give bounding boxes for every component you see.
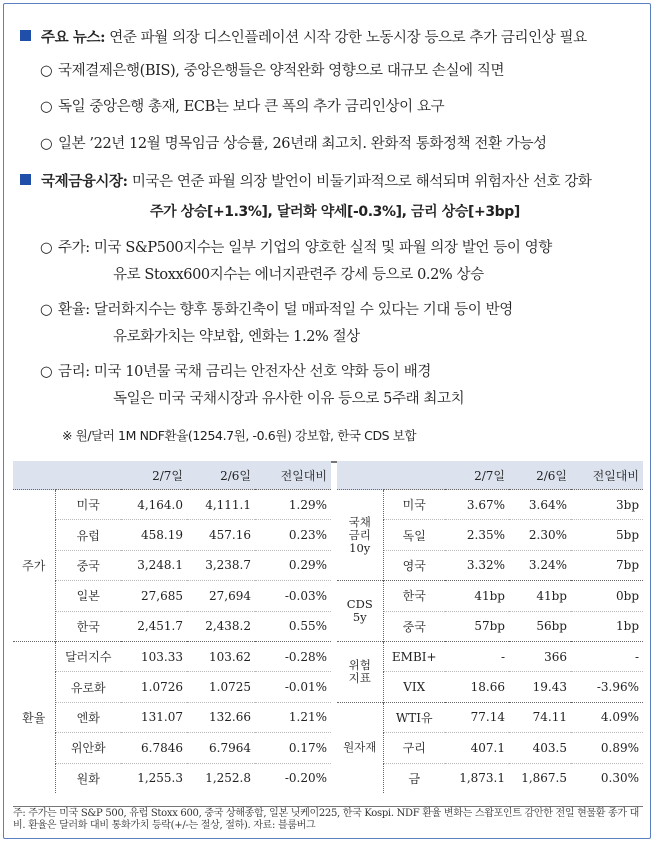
row-label: 유로화 <box>55 672 121 702</box>
table-row <box>13 733 331 763</box>
table-row <box>337 733 643 763</box>
table-header-blank <box>55 461 121 490</box>
table-header-change: 전일대비 <box>571 461 643 490</box>
row-label: EMBI+ <box>383 641 445 671</box>
row-label: 엔화 <box>55 702 121 732</box>
value-cell: 57bp <box>474 619 505 634</box>
change-cell: -0.01% <box>255 672 331 702</box>
row-label: WTI유 <box>383 702 445 732</box>
circle-bullet-icon: ○ <box>40 63 53 79</box>
main-news-item-text: 일본 ’22년 12월 명목임금 상승률, 26년래 최고치. 완화적 통화정책 전환 가능성 <box>58 136 547 152</box>
change-cell: 1bp <box>616 619 639 634</box>
circle-bullet-icon: ○ <box>40 136 53 152</box>
table-row <box>13 702 331 732</box>
group-label <box>337 581 383 642</box>
value-cell: 131.07 <box>121 702 187 732</box>
circle-bullet-icon: ○ <box>40 364 53 380</box>
value-cell: 3.64% <box>509 490 571 520</box>
square-bullet-icon <box>20 174 31 185</box>
table-row <box>13 672 331 702</box>
table-row <box>337 611 643 641</box>
change-cell: -0.20% <box>284 771 327 786</box>
value-cell: 407.1 <box>445 733 509 763</box>
fx-line2: 유로화가치는 약보합, 엔화는 1.2% 절상 <box>113 329 360 345</box>
table-row <box>337 763 643 793</box>
group-label-line: 금리 <box>348 527 371 542</box>
row-label: 한국 <box>383 581 445 611</box>
change-cell: 3bp <box>571 490 643 520</box>
change-cell: 0.55% <box>288 619 327 634</box>
square-bullet-icon <box>20 30 31 41</box>
row-label: 원화 <box>76 771 100 786</box>
table-header-date1: 2/7일 <box>121 461 187 490</box>
rate-item <box>40 360 431 381</box>
value-cell: - <box>445 641 509 671</box>
value-cell: 27,694 <box>187 581 255 611</box>
fx-item <box>40 298 513 319</box>
row-label: 영국 <box>402 558 426 573</box>
table-row <box>13 611 331 641</box>
row-label: 달러지수 <box>55 641 121 671</box>
value-cell: 3,248.1 <box>121 550 187 580</box>
value-cell: 1,867.5 <box>521 771 567 786</box>
market-table-right <box>337 461 643 793</box>
circle-bullet-icon: ○ <box>40 99 53 115</box>
table-row <box>13 763 331 793</box>
value-cell: 1.0725 <box>187 672 255 702</box>
change-cell: -0.28% <box>255 641 331 671</box>
table-header-blank <box>337 461 383 490</box>
group-label-line: 국채 <box>348 514 371 529</box>
main-news-item <box>40 59 504 80</box>
group-label <box>337 490 383 581</box>
group-label-line: 지표 <box>348 670 371 685</box>
value-cell: 41bp <box>445 581 509 611</box>
change-cell: 0.30% <box>600 771 639 786</box>
value-cell: 77.14 <box>445 702 509 732</box>
intl-market-text: 미국은 연준 파월 의장 발언이 비둘기파적으로 해석되며 위험자산 선호 강화 <box>131 174 592 190</box>
table-row <box>13 490 331 520</box>
group-label-line: 10y <box>349 540 371 555</box>
value-cell: 27,685 <box>121 581 187 611</box>
main-news-item <box>40 95 444 116</box>
change-cell: 0bp <box>571 581 643 611</box>
row-label: 중국 <box>55 550 121 580</box>
stock-item <box>40 236 552 257</box>
table-row <box>13 550 331 580</box>
table-row <box>337 672 643 702</box>
table-row <box>13 581 331 611</box>
footnote: 주: 주가는 미국 S&P 500, 유럽 Stoxx 600, 중국 상해종합, 일본 닛케이225, 한국 Kospi. NDF 환율 변화는 스왑포인트 감안한 전일 현물환 종가 대비. 환율은 달러화 대비 통화가치 등락(+/-는 절상, 절하). 자료: 블룸버그 <box>13 806 643 832</box>
value-cell: 2,438.2 <box>205 619 251 634</box>
market-table-left <box>13 461 331 793</box>
group-label: 환율 <box>13 641 55 792</box>
row-label: 미국 <box>383 490 445 520</box>
intl-market-summary: 주가 상승[+1.3%], 달러화 약세[-0.3%], 금리 상승[+3bp] <box>150 204 520 220</box>
change-cell: -3.96% <box>596 680 639 695</box>
value-cell: 2.30% <box>509 520 571 550</box>
change-cell: -0.03% <box>255 581 331 611</box>
main-news-title: 주요 뉴스: <box>41 29 106 46</box>
value-cell: 457.16 <box>187 520 255 550</box>
change-cell: 5bp <box>571 520 643 550</box>
value-cell: 1,873.1 <box>459 771 505 786</box>
value-cell: 103.62 <box>187 641 255 671</box>
group-label <box>337 641 383 702</box>
change-cell: 0.89% <box>571 733 643 763</box>
value-cell: 4,164.0 <box>121 490 187 520</box>
group-label: 주가 <box>13 490 55 642</box>
row-label: 구리 <box>383 733 445 763</box>
value-cell: 6.7846 <box>121 733 187 763</box>
table-row <box>337 490 643 520</box>
table-row <box>337 520 643 550</box>
stock-line2: 유로 Stoxx600지수는 에너지관련주 강세 등으로 0.2% 상승 <box>113 267 484 283</box>
group-label-line: 원자재 <box>343 740 377 755</box>
value-cell: 3.67% <box>445 490 509 520</box>
row-label: VIX <box>403 680 426 695</box>
table-row <box>13 641 331 671</box>
stock-label: 주가: <box>58 240 90 256</box>
table-header-date2: 2/6일 <box>187 461 255 490</box>
row-label: 독일 <box>383 520 445 550</box>
table-header-date1: 2/7일 <box>445 461 509 490</box>
row-label: 일본 <box>55 581 121 611</box>
table-row <box>337 702 643 732</box>
value-cell: 3.24% <box>528 558 567 573</box>
main-news-item-text: 독일 중앙은행 총재, ECB는 보다 큰 폭의 추가 금리인상이 요구 <box>58 99 445 115</box>
value-cell: 1,255.3 <box>137 771 183 786</box>
row-label: 중국 <box>402 619 426 634</box>
table-row <box>13 520 331 550</box>
fx-line1: 달러화지수는 향후 통화긴축이 덜 매파적일 수 있다는 기대 등이 반영 <box>93 302 513 318</box>
value-cell: 3,238.7 <box>187 550 255 580</box>
intl-market-line <box>20 170 592 191</box>
value-cell: 3.32% <box>466 558 505 573</box>
value-cell: 366 <box>509 641 571 671</box>
table-header-date2: 2/6일 <box>509 461 571 490</box>
group-label-line: 위험 <box>348 657 371 672</box>
table-row <box>337 550 643 580</box>
rate-line1: 미국 10년물 국채 금리는 안전자산 선호 약화 등이 배경 <box>93 364 431 380</box>
value-cell: 41bp <box>509 581 571 611</box>
table-header-blank <box>13 461 55 490</box>
change-cell: 7bp <box>616 558 639 573</box>
value-cell: 1.0726 <box>121 672 187 702</box>
main-news-text: 연준 파월 의장 디스인플레이션 시작 강한 노동시장 등으로 추가 금리인상 필요 <box>109 30 587 46</box>
value-cell: 1,252.8 <box>205 771 251 786</box>
row-label: 한국 <box>76 619 100 634</box>
value-cell: 103.33 <box>121 641 187 671</box>
group-label <box>337 702 383 793</box>
value-cell: 19.43 <box>532 680 567 695</box>
value-cell: 56bp <box>536 619 567 634</box>
value-cell: 18.66 <box>470 680 505 695</box>
rate-label: 금리: <box>58 364 90 380</box>
change-cell: - <box>571 641 643 671</box>
main-news-line <box>20 26 587 47</box>
row-label: 금 <box>408 771 421 786</box>
group-label-line: CDS <box>346 597 373 612</box>
value-cell: 403.5 <box>509 733 571 763</box>
rate-line2: 독일은 미국 국채시장과 유사한 이유 등으로 5주래 최고치 <box>113 391 465 407</box>
value-cell: 458.19 <box>121 520 187 550</box>
group-label-line: 5y <box>352 610 367 625</box>
table-row <box>337 581 643 611</box>
value-cell: 2.35% <box>445 520 509 550</box>
change-cell: 0.23% <box>255 520 331 550</box>
change-cell: 0.29% <box>255 550 331 580</box>
change-cell: 1.21% <box>255 702 331 732</box>
change-cell: 0.17% <box>255 733 331 763</box>
value-cell: 4,111.1 <box>187 490 255 520</box>
change-cell: 1.29% <box>255 490 331 520</box>
table-row <box>337 641 643 671</box>
intl-market-title: 국제금융시장: <box>41 173 128 190</box>
circle-bullet-icon: ○ <box>40 240 53 256</box>
value-cell: 2,451.7 <box>137 619 183 634</box>
change-cell: 4.09% <box>571 702 643 732</box>
value-cell: 6.7964 <box>187 733 255 763</box>
value-cell: 74.11 <box>509 702 571 732</box>
main-news-item <box>40 132 547 153</box>
circle-bullet-icon: ○ <box>40 302 53 318</box>
table-header-change: 전일대비 <box>255 461 331 490</box>
main-news-item-text: 국제결제은행(BIS), 중앙은행들은 양적완화 영향으로 대규모 손실에 직면 <box>58 63 505 79</box>
row-label: 미국 <box>55 490 121 520</box>
row-label: 유럽 <box>55 520 121 550</box>
table-header-blank <box>383 461 445 490</box>
row-label: 위안화 <box>55 733 121 763</box>
ndf-note: ※ 원/달러 1M NDF환율(1254.7원, -0.6원) 강보합, 한국 CDS 보합 <box>62 428 417 443</box>
fx-label: 환율: <box>58 302 90 318</box>
value-cell: 132.66 <box>187 702 255 732</box>
stock-line1: 미국 S&P500지수는 일부 기업의 양호한 실적 및 파월 의장 발언 등이 영향 <box>93 240 552 256</box>
